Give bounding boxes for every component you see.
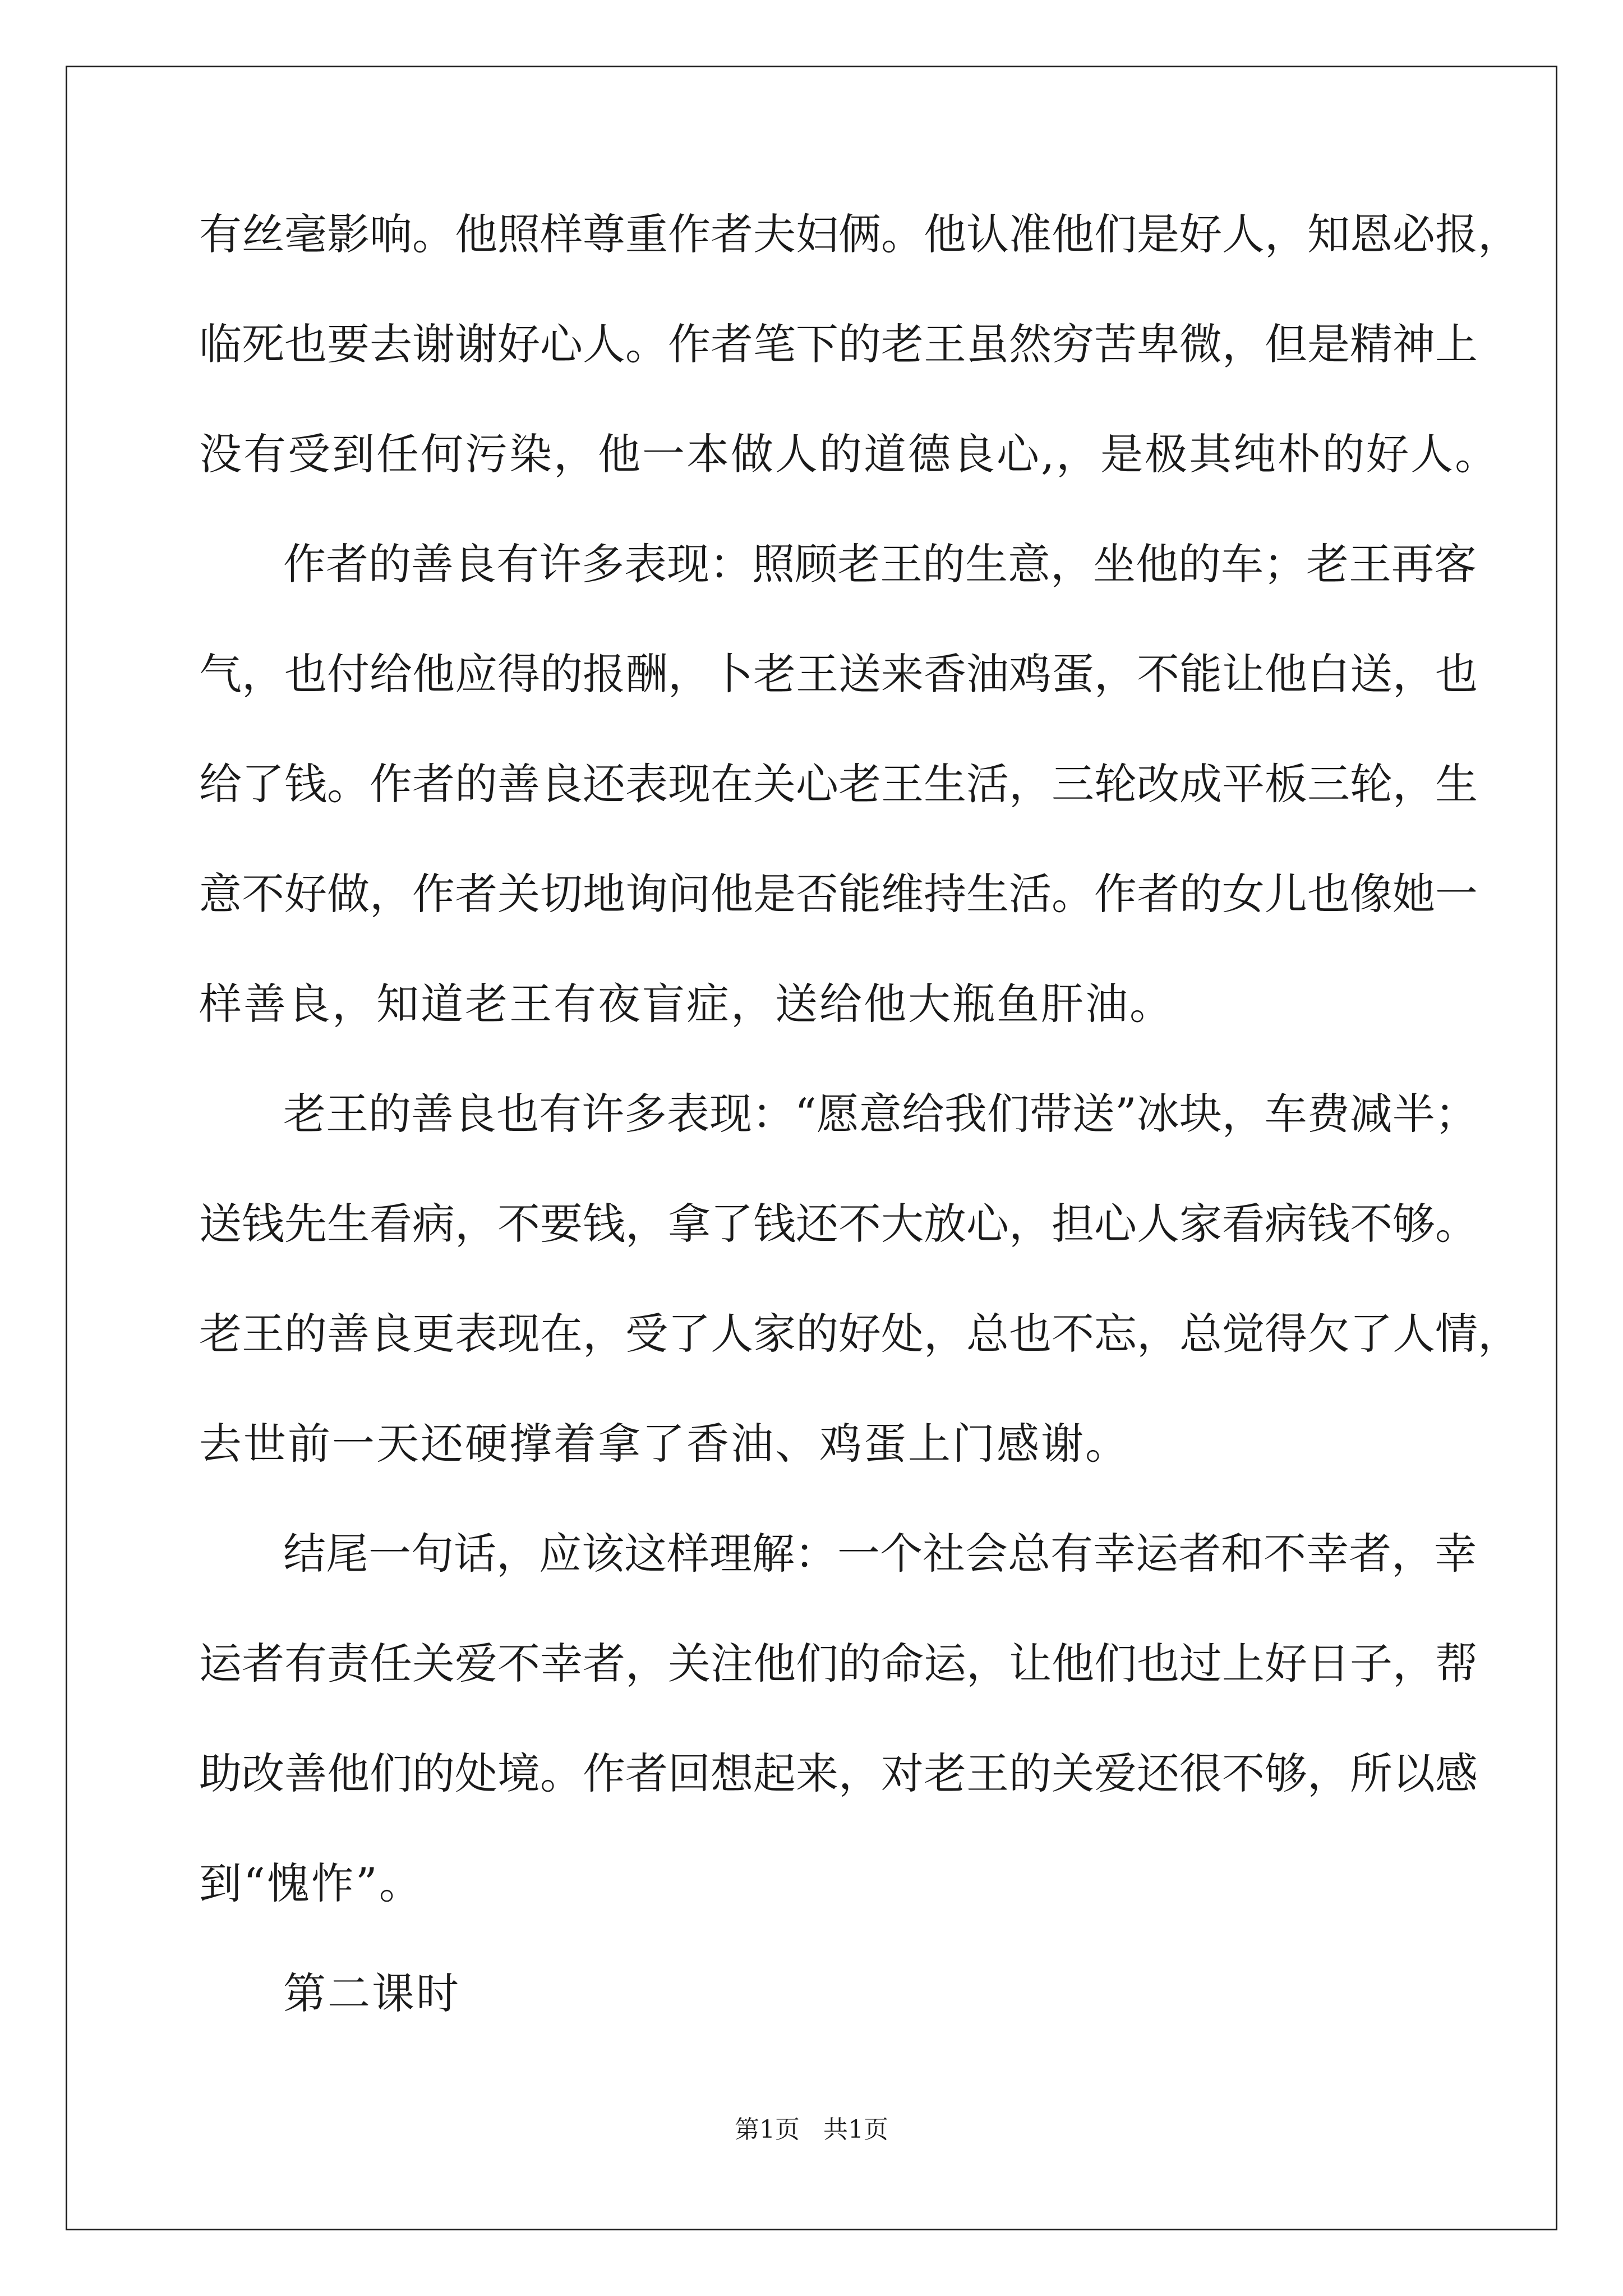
text-line: 老王的善良也有许多表现：“愿意给我们带送”冰块，车费减半； (283, 1089, 1478, 1139)
text-line: 气，也付给他应得的报酬，卜老王送来香油鸡蛋，不能让他白送，也 (199, 649, 1478, 699)
text-line: 助改善他们的处境。作者回想起来，对老王的关爱还很不够，所以感 (199, 1749, 1478, 1798)
text-line: 老王的善良更表现在，受了人家的好处，总也不忘，总觉得欠了人情， (199, 1309, 1520, 1359)
text-line: 去世前一天还硬撑着拿了香油、鸡蛋上门感谢。 (199, 1419, 1129, 1469)
text-line: 样善良，知道老王有夜盲症，送给他大瓶鱼肝油。 (199, 979, 1174, 1029)
text-line: 作者的善良有许多表现：照顾老王的生意，坐他的车；老王再客 (283, 539, 1477, 589)
page-footer: 第1页 共1页 (735, 2115, 888, 2144)
text-line: 给了钱。作者的善良还表现在关心老王生活，三轮改成平板三轮，生 (199, 759, 1478, 809)
text-line: 意不好做，作者关切地询问他是否能维持生活。作者的女儿也像她一 (199, 869, 1478, 919)
text-line: 临死也要去谢谢好心人。作者笔下的老王虽然穷苦卑微，但是精神上 (199, 319, 1478, 369)
text-line: 运者有责任关爱不幸者，关注他们的命运，让他们也过上好日子，帮 (199, 1639, 1478, 1688)
text-line: 送钱先生看病，不要钱，拿了钱还不大放心，担心人家看病钱不够。 (199, 1199, 1478, 1249)
text-line: 没有受到任何污染，他一本做人的道德良心,，是极其纯朴的好人。 (199, 429, 1500, 479)
text-line: 结尾一句话，应该这样理解：一个社会总有幸运者和不幸者，幸 (283, 1529, 1477, 1579)
text-line: 到“愧怍”。 (199, 1858, 423, 1908)
section-heading: 第二课时 (283, 1968, 460, 2018)
text-line: 有丝毫影响。他照样尊重作者夫妇俩。他认准他们是好人，知恩必报， (199, 209, 1520, 259)
